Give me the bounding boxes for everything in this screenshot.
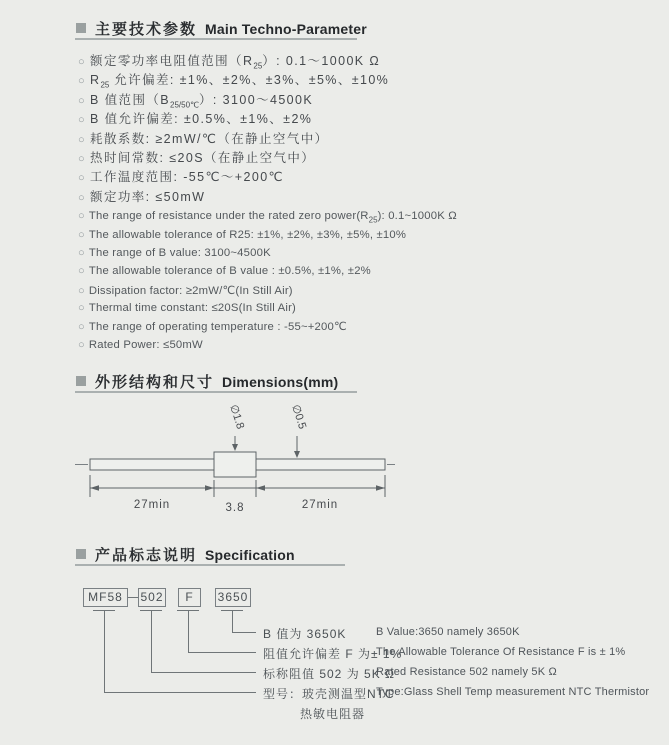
- part-number-box-resistance: 502: [138, 588, 166, 607]
- circle-bullet-icon: ○: [78, 75, 87, 88]
- down-arrow-icon: [232, 444, 238, 451]
- callout-zh-tolerance: 阻值允许偏差 F 为± 1%: [263, 647, 403, 661]
- parameter-text: 耗散系数: ≥2mW/℃（在静止空气中）: [90, 131, 329, 146]
- left-arrow-icon: [256, 485, 265, 491]
- box-connector-line: [151, 672, 256, 673]
- specification-title-zh: 产品标志说明: [95, 547, 198, 564]
- dimension-drawing: [60, 396, 420, 518]
- parameter-line: [78, 247, 618, 265]
- parameter-text: B 值允许偏差: ±0.5%、±1%、±2%: [90, 112, 313, 127]
- circle-bullet-icon: ○: [78, 284, 85, 297]
- circle-bullet-icon: ○: [78, 191, 87, 204]
- callout-en-model: Type:Glass Shell Temp measurement NTC Thermistor: [376, 686, 650, 698]
- box-connector-line: [188, 652, 256, 653]
- parameter-line: [78, 320, 618, 338]
- parameters-title-zh: 主要技术参数: [95, 21, 198, 38]
- heading-underline: [75, 38, 357, 40]
- parameter-text: $R_{25}$ 允许偏差: ±1%、±2%、±3%、±5%、±10%: [90, 73, 390, 90]
- heading-underline: [75, 391, 357, 393]
- body-length-label: 3.8: [225, 502, 245, 514]
- left-lead-length-label: 27min: [133, 499, 171, 511]
- circle-bullet-icon: ○: [78, 172, 87, 185]
- box-connector-line: [104, 692, 256, 693]
- parameter-line: [78, 90, 618, 109]
- callout-zh-model-line2: 热敏电阻器: [300, 707, 366, 721]
- parameter-text: The allowable tolerance of B value : ±0.5%, ±1%, ±2%: [88, 265, 371, 278]
- dimensions-title-en: Dimensions(mm): [222, 374, 339, 390]
- parameter-text: Thermal time constant: ≤20S(In Still Air): [88, 302, 297, 315]
- circle-bullet-icon: ○: [78, 152, 87, 165]
- parameter-text: The range of operating temperature : -55~+200℃: [88, 321, 347, 334]
- parameters-title-en: Main Techno-Parameter: [205, 21, 367, 37]
- box-connector-line: [232, 611, 233, 632]
- lead-left: [90, 459, 214, 470]
- parameter-line: [78, 210, 618, 228]
- thermistor-body: [214, 452, 256, 477]
- dimensions-title-zh: 外形结构和尺寸: [95, 374, 215, 391]
- heading-underline: [75, 564, 345, 566]
- parameter-text: Rated Power: ≤50mW: [88, 338, 203, 351]
- parameter-text: B 值范围$(B_{25/50℃})$: 3100～4500K: [90, 92, 314, 110]
- specification-title-en: Specification: [205, 547, 295, 563]
- parameter-text: 热时间常数: ≤20S（在静止空气中）: [90, 150, 316, 165]
- part-number-box-tolerance: F: [178, 588, 201, 607]
- down-arrow-icon: [294, 451, 300, 458]
- parameter-line: [78, 129, 618, 148]
- right-lead-length-label: 27min: [301, 499, 339, 511]
- left-arrow-icon: [90, 485, 99, 491]
- square-bullet-icon: [76, 376, 86, 386]
- square-bullet-icon: [76, 23, 86, 33]
- parameter-text: The range of B value: 3100~4500K: [88, 246, 271, 259]
- callout-zh-model: 型号：玻壳测温型NTC: [263, 687, 395, 701]
- circle-bullet-icon: ○: [78, 114, 87, 127]
- parameter-line: [78, 187, 618, 206]
- parameter-line: [78, 148, 618, 167]
- parameter-line: [78, 302, 618, 320]
- parameter-text: The allowable tolerance of R25: ±1%, ±2%, ±3%, ±5%, ±10%: [88, 228, 407, 241]
- part-number-box-model: MF58: [83, 588, 128, 607]
- parameter-text: Dissipation factor: ≥2mW/℃(In Still Air): [88, 284, 293, 297]
- circle-bullet-icon: ○: [78, 133, 87, 146]
- square-bullet-icon: [76, 549, 86, 559]
- parameter-text: 工作温度范围: -55℃～+200℃: [90, 170, 284, 185]
- parameters-section-heading: [76, 18, 367, 40]
- callout-en-resistance: Rated Resistance 502 namely 5K Ω: [376, 666, 557, 678]
- lead-diameter-label: ∅0.5: [289, 403, 309, 431]
- parameter-line: [78, 70, 618, 89]
- body-diameter-label: ∅1.8: [227, 403, 247, 431]
- box-connector-line: [188, 611, 189, 652]
- box-connector-line: [104, 611, 105, 692]
- circle-bullet-icon: ○: [78, 94, 87, 107]
- parameter-list: [78, 51, 618, 357]
- box-connector-line: [151, 611, 152, 672]
- parameter-line: [78, 167, 618, 186]
- parameter-line: [78, 265, 618, 283]
- part-number-box-bvalue: 3650: [215, 588, 251, 607]
- parameter-line: [78, 284, 618, 302]
- callout-en-bvalue: B Value:3650 namely 3650K: [376, 626, 520, 638]
- circle-bullet-icon: ○: [78, 302, 85, 315]
- callout-en-tolerance: The Allowable Tolerance Of Resistance F is ± 1%: [376, 646, 626, 658]
- parameter-line: [78, 229, 618, 247]
- circle-bullet-icon: ○: [78, 56, 87, 68]
- right-arrow-icon: [376, 485, 385, 491]
- box-connector-line: [232, 632, 256, 633]
- lead-right: [256, 459, 385, 470]
- parameter-line: [78, 109, 618, 128]
- parameter-text: 额定零功率电阻值范围$(R_{25})$: 0.1～1000K Ω: [90, 54, 381, 71]
- specification-section-heading: [76, 544, 295, 566]
- parameter-line: [78, 339, 618, 357]
- circle-bullet-icon: ○: [78, 228, 85, 241]
- circle-bullet-icon: ○: [78, 210, 85, 223]
- circle-bullet-icon: ○: [78, 321, 85, 334]
- circle-bullet-icon: ○: [78, 265, 85, 278]
- parameter-line: [78, 51, 618, 70]
- circle-bullet-icon: ○: [78, 338, 85, 351]
- callout-zh-resistance: 标称阻值 502 为 5K Ω: [263, 667, 396, 681]
- parameter-text: 额定功率: ≤50mW: [90, 189, 206, 204]
- parameter-text: The range of resistance under the rated zero $power(R_{25})$: 0.1~1000K Ω: [88, 210, 457, 225]
- box-dash-connector: [128, 597, 138, 598]
- circle-bullet-icon: ○: [78, 246, 85, 259]
- right-arrow-icon: [205, 485, 214, 491]
- dimensions-section-heading: [76, 371, 338, 393]
- callout-zh-bvalue: B 值为 3650K: [263, 627, 347, 641]
